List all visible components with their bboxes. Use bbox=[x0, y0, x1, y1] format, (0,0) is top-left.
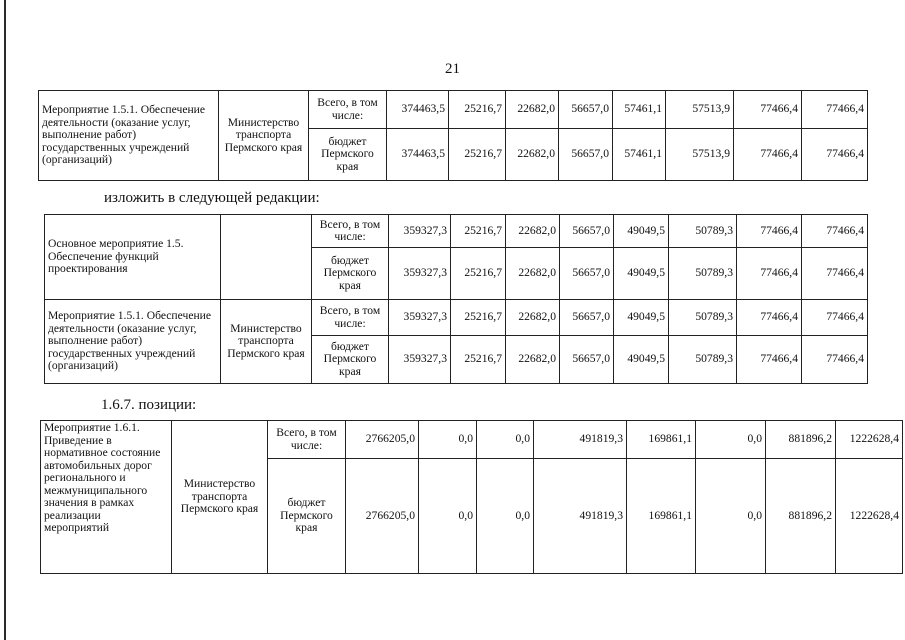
value-cell: 0,0 bbox=[696, 459, 766, 574]
value-cell: 56657,0 bbox=[560, 300, 614, 336]
value-cell: 77466,4 bbox=[734, 129, 802, 181]
value-cell: 359327,3 bbox=[389, 248, 451, 300]
funding-source-total: Всего, в том числе: bbox=[312, 215, 389, 248]
value-cell: 49049,5 bbox=[614, 248, 669, 300]
value-cell: 57513,9 bbox=[666, 91, 734, 129]
table-row bbox=[39, 91, 868, 129]
value-cell: 169861,1 bbox=[627, 459, 696, 574]
value-cell: 491819,3 bbox=[534, 421, 627, 459]
value-cell: 22682,0 bbox=[506, 300, 560, 336]
program-table-current bbox=[38, 90, 868, 181]
value-cell: 22682,0 bbox=[506, 215, 560, 248]
value-cell: 359327,3 bbox=[389, 215, 451, 248]
value-cell: 56657,0 bbox=[560, 248, 614, 300]
value-cell: 56657,0 bbox=[559, 91, 613, 129]
value-cell: 77466,4 bbox=[734, 91, 802, 129]
value-cell: 77466,4 bbox=[737, 300, 802, 336]
value-cell: 50789,3 bbox=[669, 300, 737, 336]
value-cell: 77466,4 bbox=[802, 300, 868, 336]
value-cell: 0,0 bbox=[477, 459, 534, 574]
value-cell: 374463,5 bbox=[387, 91, 449, 129]
value-cell: 49049,5 bbox=[614, 336, 669, 384]
value-cell: 77466,4 bbox=[737, 248, 802, 300]
value-cell: 77466,4 bbox=[802, 91, 868, 129]
table-row bbox=[45, 300, 868, 336]
value-cell: 22682,0 bbox=[506, 91, 559, 129]
positions-heading: 1.6.7. позиции: bbox=[101, 397, 197, 413]
responsible-organization: Министерство транспорта Пермского края bbox=[219, 91, 309, 181]
value-cell: 25216,7 bbox=[451, 336, 506, 384]
value-cell: 0,0 bbox=[419, 459, 477, 574]
value-cell: 22682,0 bbox=[506, 129, 559, 181]
funding-source-total: Всего, в том числе: bbox=[312, 300, 389, 336]
funding-source-budget: бюджет Пермского края bbox=[312, 336, 389, 384]
table-row bbox=[41, 421, 903, 459]
value-cell: 77466,4 bbox=[802, 248, 868, 300]
value-cell: 169861,1 bbox=[627, 421, 696, 459]
value-cell: 77466,4 bbox=[802, 129, 868, 181]
value-cell: 25216,7 bbox=[451, 215, 506, 248]
value-cell: 1222628,4 bbox=[836, 459, 903, 574]
value-cell: 50789,3 bbox=[669, 248, 737, 300]
value-cell: 25216,7 bbox=[449, 91, 506, 129]
value-cell: 77466,4 bbox=[737, 215, 802, 248]
value-cell: 56657,0 bbox=[560, 215, 614, 248]
value-cell: 881896,2 bbox=[766, 459, 836, 574]
value-cell: 359327,3 bbox=[389, 336, 451, 384]
value-cell: 49049,5 bbox=[614, 215, 669, 248]
value-cell: 77466,4 bbox=[802, 336, 868, 384]
responsible-organization: Министерство транспорта Пермского края bbox=[221, 300, 312, 384]
activity-name: Мероприятие 1.6.1. Приведение в нормативное состояние автомобильных дорог регионального и межмуниципального значения в рамках реализации мероприятий bbox=[41, 421, 172, 574]
responsible-organization bbox=[221, 215, 312, 300]
value-cell: 77466,4 bbox=[737, 336, 802, 384]
value-cell: 25216,7 bbox=[449, 129, 506, 181]
value-cell: 22682,0 bbox=[506, 336, 560, 384]
value-cell: 0,0 bbox=[477, 421, 534, 459]
activity-name: Основное мероприятие 1.5. Обеспечение функций проектирования bbox=[45, 215, 221, 300]
value-cell: 25216,7 bbox=[451, 248, 506, 300]
new-edition-heading: изложить в следующей редакции: bbox=[104, 190, 320, 206]
value-cell: 1222628,4 bbox=[836, 421, 903, 459]
page-number: 21 bbox=[445, 61, 460, 77]
value-cell: 0,0 bbox=[696, 421, 766, 459]
value-cell: 359327,3 bbox=[389, 300, 451, 336]
page-left-edge bbox=[4, 0, 6, 640]
value-cell: 374463,5 bbox=[387, 129, 449, 181]
value-cell: 25216,7 bbox=[451, 300, 506, 336]
value-cell: 56657,0 bbox=[559, 129, 613, 181]
value-cell: 50789,3 bbox=[669, 215, 737, 248]
value-cell: 77466,4 bbox=[802, 215, 868, 248]
value-cell: 2766205,0 bbox=[346, 459, 419, 574]
value-cell: 50789,3 bbox=[669, 336, 737, 384]
funding-source-budget: бюджет Пермского края bbox=[268, 459, 346, 574]
value-cell: 881896,2 bbox=[766, 421, 836, 459]
responsible-organization: Министерство транспорта Пермского края bbox=[172, 421, 268, 574]
value-cell: 0,0 bbox=[419, 421, 477, 459]
table-row bbox=[45, 215, 868, 248]
program-table-new-edition bbox=[44, 214, 868, 384]
funding-source-budget: бюджет Пермского края bbox=[309, 129, 387, 181]
activity-name: Мероприятие 1.5.1. Обеспечение деятельности (оказание услуг, выполнение работ) государственных учреждений (организаций) bbox=[39, 91, 219, 181]
value-cell: 57461,1 bbox=[613, 91, 666, 129]
activity-name: Мероприятие 1.5.1. Обеспечение деятельности (оказание услуг, выполнение работ) государственных учреждений (организаций) bbox=[45, 300, 221, 384]
value-cell: 491819,3 bbox=[534, 459, 627, 574]
funding-source-budget: бюджет Пермского края bbox=[312, 248, 389, 300]
value-cell: 56657,0 bbox=[560, 336, 614, 384]
value-cell: 57513,9 bbox=[666, 129, 734, 181]
value-cell: 57461,1 bbox=[613, 129, 666, 181]
funding-source-total: Всего, в том числе: bbox=[268, 421, 346, 459]
value-cell: 49049,5 bbox=[614, 300, 669, 336]
program-table-positions bbox=[40, 420, 903, 574]
funding-source-total: Всего, в том числе: bbox=[309, 91, 387, 129]
value-cell: 22682,0 bbox=[506, 248, 560, 300]
value-cell: 2766205,0 bbox=[346, 421, 419, 459]
